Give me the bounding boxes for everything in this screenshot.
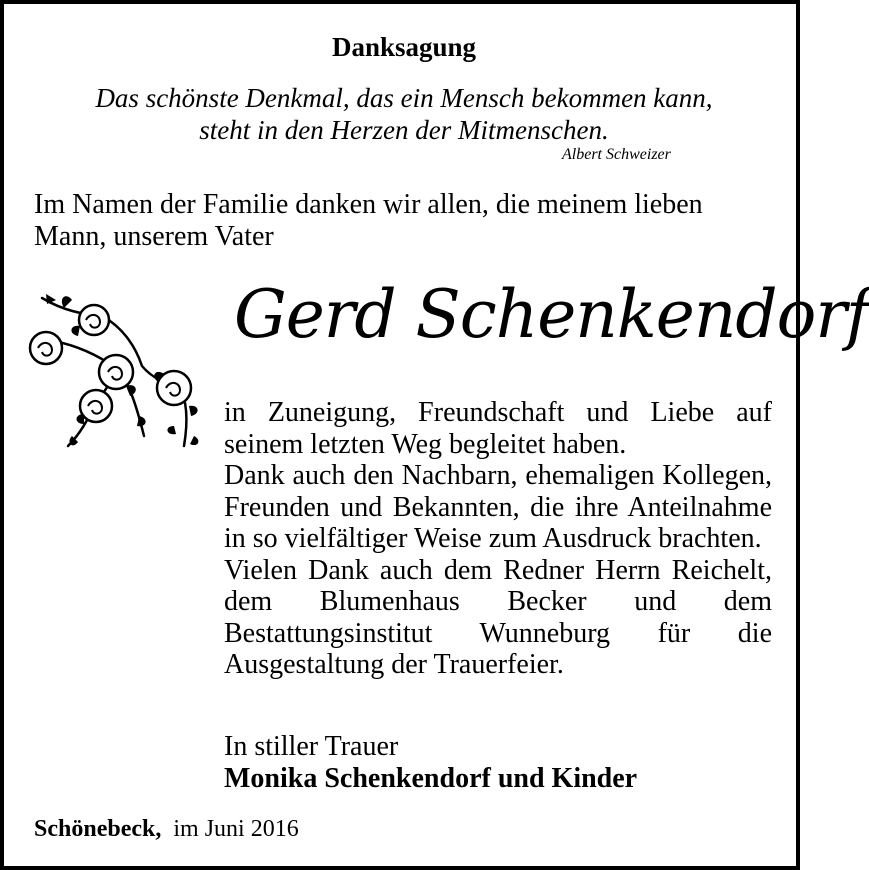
roses-illustration-icon xyxy=(24,286,219,456)
thanks-paragraph: Dank auch den Nachbarn, ehemaligen Kollegen, Freunden und Bekannten, die ihre Anteilnahme in so vielfältiger Weise zum Ausdruck brachten. xyxy=(224,460,772,554)
signoff xyxy=(224,731,637,795)
quote-line-1: Das schönste Denkmal, das ein Mensch bekommen kann, xyxy=(95,83,713,113)
place-date xyxy=(34,816,299,843)
quote-line-2: steht in den Herzen der Mitmenschen. xyxy=(199,115,609,145)
signoff-line: In stiller Trauer xyxy=(224,731,399,762)
intro-text: Im Namen der Familie danken wir allen, die meinem lieben Mann, unserem Vater xyxy=(34,189,703,252)
thanks-body xyxy=(224,397,772,681)
thanks-paragraph: in Zuneigung, Freundschaft und Liebe auf seinem letzten Weg begleitet haben. xyxy=(224,397,772,460)
notice-heading: Danksagung xyxy=(331,32,477,62)
deceased-name: Gerd Schenkendorf xyxy=(234,276,869,353)
quote-author: Albert Schweizer xyxy=(562,146,671,163)
place: Schönebeck, xyxy=(34,816,162,842)
quote xyxy=(4,82,804,146)
signoff-names: Monika Schenkendorf und Kinder xyxy=(224,763,638,794)
thanks-paragraph: Vielen Dank auch dem Redner Herrn Reichelt, dem Blumenhaus Becker und dem Bestattungsinstitut Wunneburg für die Ausgestaltung der Trauerfeier. xyxy=(224,554,772,680)
date: im Juni 2016 xyxy=(173,816,299,842)
